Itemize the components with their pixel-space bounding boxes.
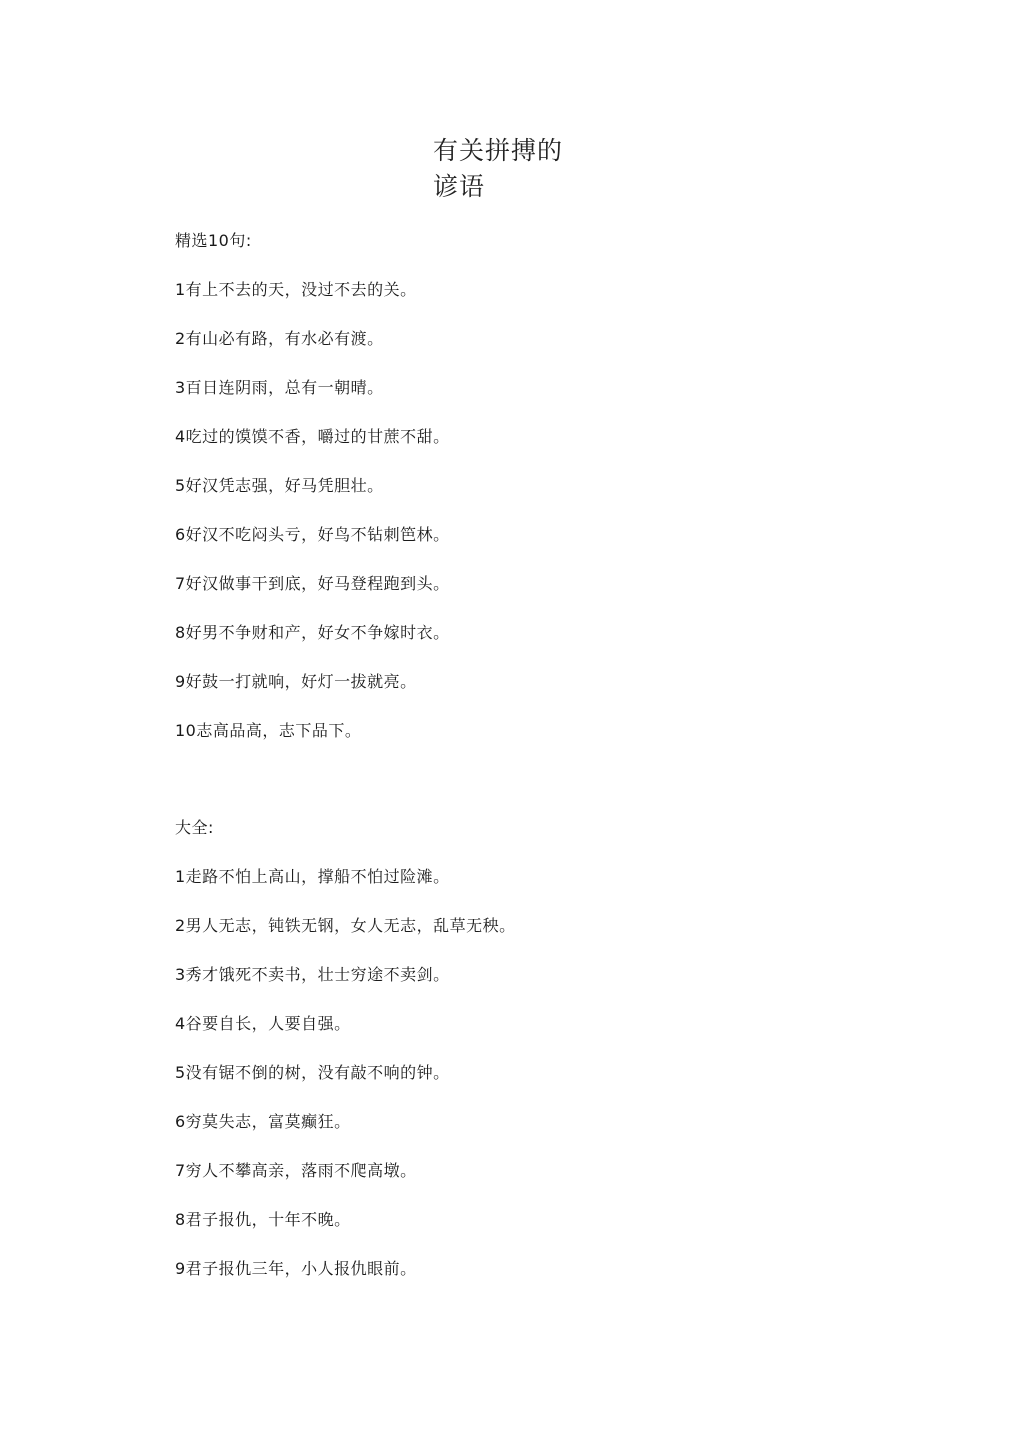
full-proverb-1: 1走路不怕上高山，撑船不怕过险滩。: [175, 867, 450, 886]
selected-section-heading: 精选10句:: [175, 231, 252, 250]
full-proverb-5: 5没有锯不倒的树，没有敲不响的钟。: [175, 1063, 450, 1082]
document-title-line-2: 谚语: [433, 172, 486, 201]
full-proverb-3: 3秀才饿死不卖书，壮士穷途不卖剑。: [175, 965, 450, 984]
document-title-line-1: 有关拼搏的: [433, 136, 564, 165]
selected-proverb-9: 9好鼓一打就响，好灯一拔就亮。: [175, 672, 417, 691]
selected-proverb-6: 6好汉不吃闷头亏，好鸟不钻刺笆林。: [175, 525, 450, 544]
selected-proverb-10: 10志高品高，志下品下。: [175, 721, 362, 740]
selected-proverb-7: 7好汉做事干到底，好马登程跑到头。: [175, 574, 450, 593]
selected-proverb-8: 8好男不争财和产，好女不争嫁时衣。: [175, 623, 450, 642]
selected-proverb-3: 3百日连阴雨，总有一朝晴。: [175, 378, 384, 397]
full-proverb-4: 4谷要自长，人要自强。: [175, 1014, 351, 1033]
selected-proverb-1: 1有上不去的天，没过不去的关。: [175, 280, 417, 299]
selected-proverb-5: 5好汉凭志强，好马凭胆壮。: [175, 476, 384, 495]
full-proverb-7: 7穷人不攀高亲，落雨不爬高墩。: [175, 1161, 417, 1180]
selected-proverb-4: 4吃过的馍馍不香，嚼过的甘蔗不甜。: [175, 427, 450, 446]
full-proverb-8: 8君子报仇，十年不晚。: [175, 1210, 351, 1229]
full-proverb-2: 2男人无志，钝铁无钢，女人无志，乱草无秧。: [175, 916, 516, 935]
selected-proverb-2: 2有山必有路，有水必有渡。: [175, 329, 384, 348]
full-section-heading: 大全:: [175, 818, 214, 837]
full-proverb-9: 9君子报仇三年，小人报仇眼前。: [175, 1259, 417, 1278]
full-proverb-6: 6穷莫失志，富莫癫狂。: [175, 1112, 351, 1131]
